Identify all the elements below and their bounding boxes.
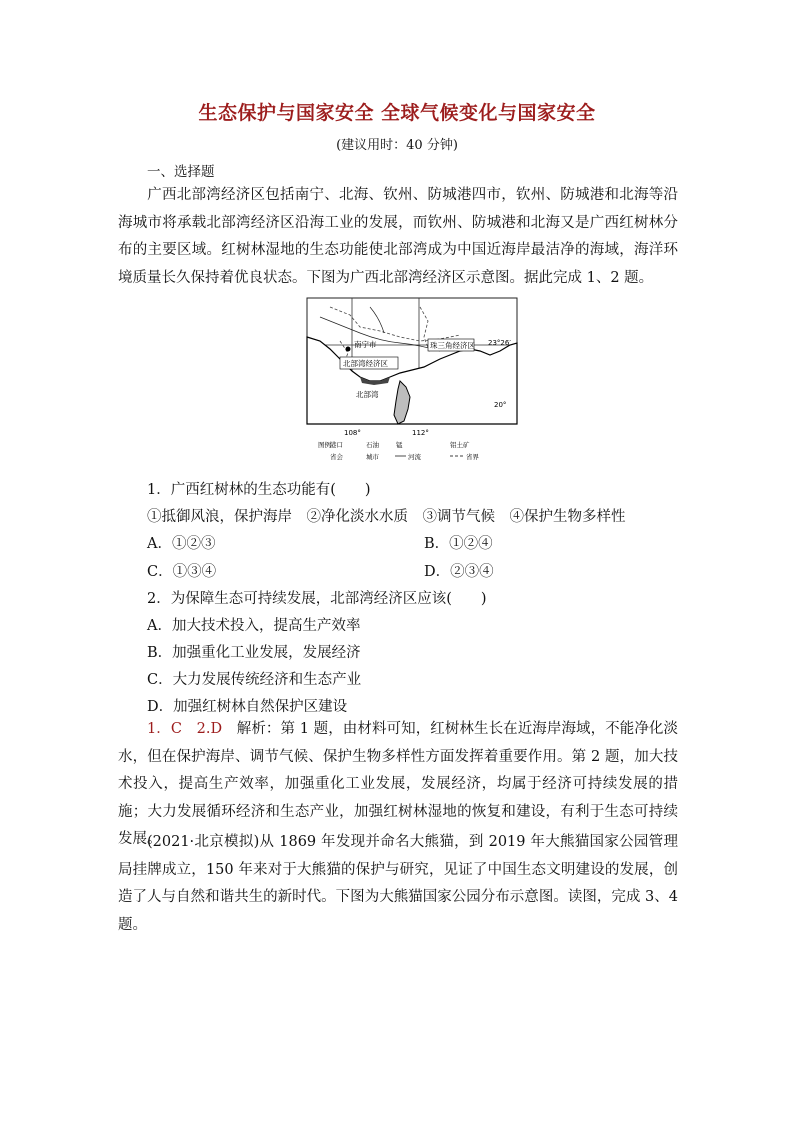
q2-option-d[interactable]: D．加强红树林自然保护区建设: [147, 699, 348, 715]
label-lat-2: 20°: [494, 401, 507, 409]
time-hint: (建议用时：40 分钟): [336, 138, 458, 153]
legend-capital: 省会: [330, 453, 343, 461]
legend-oil: 石油: [366, 441, 379, 449]
q1-choices: ①抵御风浪，保护海岸 ②净化淡水水质 ③调节气候 ④保护生物多样性: [147, 509, 626, 525]
beibu-gulf-map: [300, 297, 525, 469]
answer-key: 1．C 2.D: [147, 721, 223, 737]
legend-bauxite: 铝土矿: [450, 441, 470, 449]
legend-border: 省界: [466, 453, 479, 461]
q1-option-a[interactable]: A．①②③: [147, 536, 216, 552]
legend-mn: 锰: [396, 441, 403, 449]
q2-option-b[interactable]: B．加强重化工业发展，发展经济: [147, 645, 361, 661]
legend-river: 河流: [408, 453, 421, 461]
q2-stem: 2．为保障生态可持续发展，北部湾经济区应该( ): [147, 591, 487, 607]
passage-2: [118, 829, 678, 939]
label-lon-2: 112°: [412, 429, 429, 437]
passage-2-text: (2021·北京模拟)从 1869 年发现并命名大熊猫，到 2019 年大熊猫国家公园管理局挂牌成立，150 年来对于大熊猫的保护与研究，见证了中国生态文明建设的发展，创造了人与自然和谐共生的新时代。下图为大熊猫国家公园分布示意图。读图，完成 3、4 题。: [118, 834, 678, 933]
passage-1-text: 广西北部湾经济区包括南宁、北海、钦州、防城港四市，钦州、防城港和北海等沿海城市将承载北部湾经济区沿海工业的发展，而钦州、防城港和北海又是广西红树林分布的主要区域。红树林湿地的生态功能使北部湾成为中国近海岸最洁净的海域，海洋环境质量长久保持着优良状态。下图为广西北部湾经济区示意图。据此完成 1、2 题。: [118, 187, 678, 286]
map-svg: [300, 297, 525, 469]
answer-text: 解析：第 1 题，由材料可知，红树林生长在近海岸海域，不能净化淡水，但在保护海岸、调节气候、保护生物多样性方面发挥着重要作用。第 2 题，加大技术投入，提高生产效率，加强重化工业发展，发展经济，均属于经济可持续发展的措施；大力发展循环经济和生态产业，加强红树林湿地的恢复和建设，有利于生态可持续发展。: [118, 721, 678, 847]
q1-option-b[interactable]: B．①②④: [424, 536, 493, 552]
label-zone: 北部湾经济区: [343, 359, 388, 368]
label-gulf: 北部湾: [356, 390, 379, 399]
label-nanning: 南宁市: [354, 340, 377, 349]
section-heading: 一、选择题: [147, 164, 215, 180]
q1-option-d[interactable]: D．②③④: [424, 564, 494, 580]
label-lon-1: 108°: [344, 429, 361, 437]
label-lat-1: 23°26′: [488, 339, 511, 347]
q1-stem: 1．广西红树林的生态功能有( ): [147, 482, 371, 498]
label-pearl: 珠三角经济区: [430, 341, 475, 350]
page-title: 生态保护与国家安全 全球气候变化与国家安全: [198, 102, 596, 124]
legend-port: 港口: [330, 441, 343, 449]
nanning-marker: [346, 347, 351, 352]
legend-title: 图例: [318, 441, 331, 449]
q2-option-a[interactable]: A．加大技术投入，提高生产效率: [147, 618, 361, 634]
q1-option-c[interactable]: C．①③④: [147, 564, 217, 580]
passage-1: [118, 182, 678, 292]
legend-city: 城市: [366, 453, 379, 461]
q2-option-c[interactable]: C．大力发展传统经济和生态产业: [147, 672, 362, 688]
